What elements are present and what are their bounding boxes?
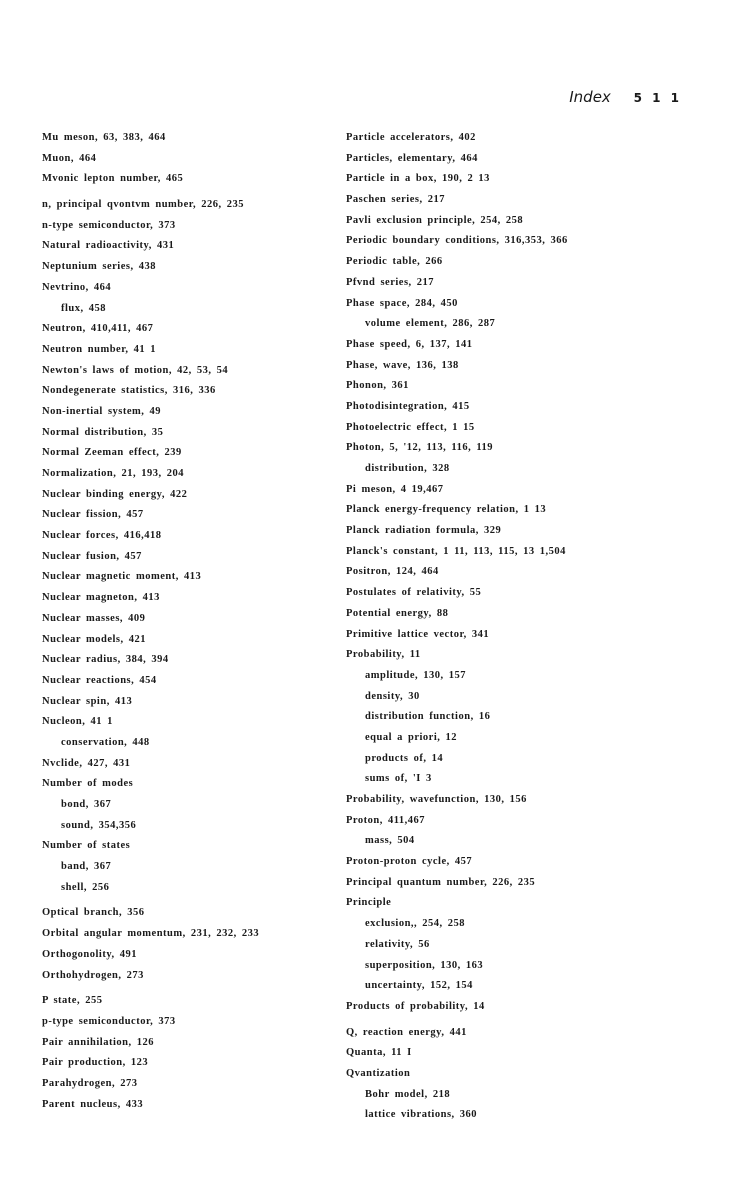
index-entry: Phase speed, 6, 137, 141 [346,338,473,350]
index-entry: Orbital angular momentum, 231, 232, 233 [42,928,260,940]
index-subentry: flux, 458 [61,302,107,314]
index-entry: Nuclear masses, 409 [42,612,146,624]
index-entry: Orthogonolity, 491 [42,948,138,960]
index-entry: Particle in a box, 190, 2 13 [346,173,490,185]
index-entry: Mvonic lepton number, 465 [42,173,184,185]
index-entry: Phonon, 361 [346,380,409,392]
index-subentry: exclusion,, 254, 258 [365,918,466,930]
index-entry: Nuclear fission, 457 [42,509,144,521]
index-subentry: density, 30 [365,690,420,702]
index-subentry: lattice vibrations, 360 [365,1109,478,1121]
index-subentry: sound, 354,356 [61,819,137,831]
index-entry: Normalization, 21, 193, 204 [42,468,184,479]
index-subentry: sums of, 'I 3 [365,773,432,785]
index-entry: Pavli exclusion principle, 254, 258 [346,214,524,226]
index-entry: P state, 255 [42,995,103,1007]
index-entry: Postulates of relativity, 55 [346,587,482,599]
index-entry: Parent nucleus, 433 [42,1098,144,1110]
index-entry: Photodisintegration, 415 [346,400,470,412]
index-entry: Pair annihilation, 126 [42,1036,154,1048]
index-entry: Potential energy, 88 [346,607,449,619]
index-entry: Quanta, 11 I [346,1047,412,1059]
index-entry: Non-inertial system, 49 [42,405,162,417]
page-number: 5 1 1 [633,91,682,105]
index-entry: n, principal qvontvm number, 226, 235 [42,199,244,211]
index-entry: Probability, 11 [346,649,421,661]
index-entry: Pfvnd series, 217 [346,276,435,288]
index-entry: Nuclear fusion, 457 [42,550,142,562]
index-entry: Particles, elementary, 464 [346,152,478,164]
index-subentry: equal a priori, 12 [365,731,458,743]
index-entry: Nevtrino, 464 [42,281,112,293]
index-entry: Periodic table, 266 [346,256,443,268]
index-subentry: shell, 256 [61,881,110,893]
index-entry: Neutron, 410,411, 467 [42,323,154,335]
index-entry: Proton-proton cycle, 457 [346,856,473,868]
index-entry: p-type semiconductor, 373 [42,1015,176,1027]
index-subentry: band, 367 [61,861,112,873]
index-entry: Planck energy-frequency relation, 1 13 [346,504,547,516]
index-subentry: uncertainty, 152, 154 [365,980,473,992]
index-entry: Positron, 124, 464 [346,566,439,578]
index-entry: Nuclear models, 421 [42,633,147,645]
index-entry: Nvclide, 427, 431 [42,757,131,769]
index-entry: Nuclear magnetic moment, 413 [42,571,202,583]
index-entry: Normal Zeeman effect, 239 [42,447,182,459]
index-entry: Primitive lattice vector, 341 [346,628,490,640]
index-entry: Principal quantum number, 226, 235 [346,876,536,888]
index-subentry: Bohr model, 218 [365,1088,451,1100]
index-entry: Newton's laws of motion, 42, 53, 54 [42,364,229,376]
index-entry: Number of modes [42,778,134,790]
index-entry: Particle accelerators, 402 [346,132,476,143]
index-entry: Nuclear magneton, 413 [42,592,160,604]
index-entry: Parahydrogen, 273 [42,1077,138,1089]
index-entry: Photon, 5, '12, 113, 116, 119 [346,442,494,454]
header-title: Index [569,88,611,106]
index-entry: Neutron number, 41 1 [42,343,157,355]
index-entry: Optical branch, 356 [42,907,145,919]
index-subentry: superposition, 130, 163 [365,959,484,971]
index-entry: Neptunium series, 438 [42,261,156,273]
index-entry: Nondegenerate statistics, 316, 336 [42,385,216,397]
index-entry: Muon, 464 [42,152,97,164]
index-entry: Normal distribution, 35 [42,426,164,438]
index-entry: Pair production, 123 [42,1057,149,1069]
index-entry: Orthohydrogen, 273 [42,969,144,981]
index-entry: Natural radioactivity, 431 [42,240,175,252]
index-entry: Planck's constant, 1 11, 113, 115, 13 1,504 [346,545,566,557]
index-entry: Nuclear reactions, 454 [42,674,157,686]
index-entry: Probability, wavefunction, 130, 156 [346,794,527,805]
index-entry: Qvantization [346,1067,411,1079]
index-entry: Phase, wave, 136, 138 [346,359,459,371]
index-column-left [42,128,332,1115]
index-entry: Proton, 411,467 [346,814,426,826]
index-subentry: amplitude, 130, 157 [365,669,467,681]
index-entry: Nucleon, 41 1 [42,716,113,728]
index-subentry: distribution function, 16 [365,711,491,723]
index-entry: Principle [346,897,392,909]
index-entry: Nuclear radius, 384, 394 [42,654,169,666]
index-entry: Planck radiation formula, 329 [346,525,502,537]
index-entry: Nuclear binding energy, 422 [42,488,188,500]
index-entry: Nuclear forces, 416,418 [42,530,162,542]
index-entry: Products of probability, 14 [346,1000,485,1012]
index-entry: Photoelectric effect, 1 15 [346,421,475,433]
page-header [569,88,682,106]
index-subentry: volume element, 286, 287 [365,318,496,330]
index-entry: Mu meson, 63, 383, 464 [42,132,166,143]
index-entry: Q, reaction energy, 441 [346,1026,467,1038]
index-subentry: products of, 14 [365,752,444,764]
index-entry: Periodic boundary conditions, 316,353, 366 [346,235,568,247]
index-subentry: mass, 504 [365,835,415,847]
index-subentry: distribution, 328 [365,463,450,474]
index-entry: Nuclear spin, 413 [42,695,133,707]
index-entry: Number of states [42,840,131,852]
index-entry: Paschen series, 217 [346,194,445,206]
index-subentry: relativity, 56 [365,938,430,950]
index-entry: n-type semiconductor, 373 [42,219,176,231]
index-column-right [346,128,716,1126]
index-entry: Phase space, 284, 450 [346,297,458,309]
index-subentry: bond, 367 [61,799,112,810]
index-entry: Pi meson, 4 19,467 [346,483,444,495]
index-subentry: conservation, 448 [61,736,150,748]
